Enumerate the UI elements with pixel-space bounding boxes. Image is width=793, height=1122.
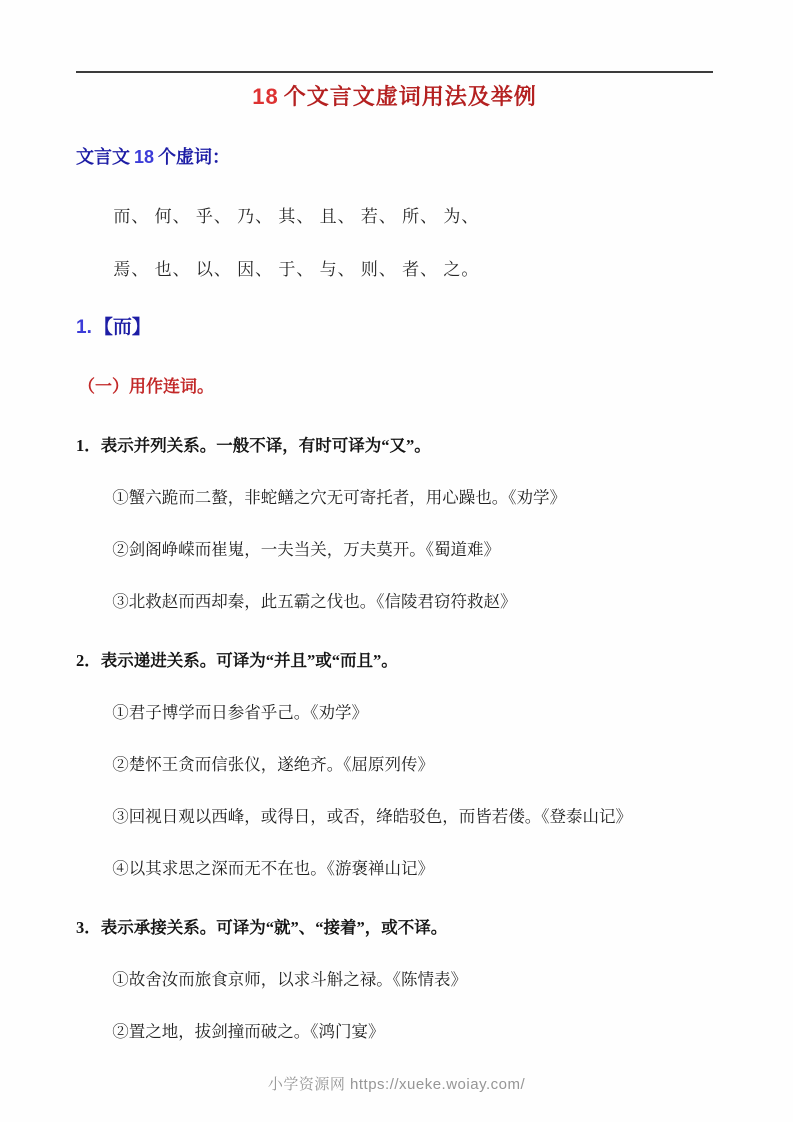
usage-2-heading: 2．表示递进关系。可译为“并且”或“而且”。 xyxy=(76,651,398,670)
usage-2-example-4: ④以其求思之深而无不在也。《游褒禅山记》 xyxy=(112,859,435,878)
usage-2-example-3: ③回视日观以西峰，或得日，或否，绛皓驳色，而皆若偻。《登泰山记》 xyxy=(112,807,633,826)
page-title xyxy=(76,82,713,112)
intro-heading-post: 个虚词： xyxy=(158,147,231,167)
subsection-heading: （一）用作连词。 xyxy=(78,377,214,396)
usage-2-example-2: ②楚怀王贪而信张仪，遂绝齐。《屈原列传》 xyxy=(112,755,435,774)
usage-1-example-2: ②剑阁峥嵘而崔嵬，一夫当关，万夫莫开。《蜀道难》 xyxy=(112,540,501,559)
usage-3-example-2: ②置之地，拔剑撞而破之。《鸿门宴》 xyxy=(112,1022,385,1041)
intro-heading-number: 18 xyxy=(134,147,155,167)
usage-3-example-1: ①故舍汝而旅食京师，以求斗斛之禄。《陈情表》 xyxy=(112,970,468,989)
function-words-line-2: 焉、 也、 以、 因、 于、 与、 则、 者、 之。 xyxy=(113,260,480,279)
function-words-line-1: 而、 何、 乎、 乃、 其、 且、 若、 所、 为、 xyxy=(113,207,480,226)
document-content xyxy=(0,71,793,1043)
usage-1-example-1: ①蟹六跪而二螯，非蛇鳝之穴无可寄托者，用心躁也。《劝学》 xyxy=(112,488,567,507)
section-1-number: 1. xyxy=(76,317,92,338)
usage-1-example-3: ③北救赵而西却秦，此五霸之伐也。《信陵君窃符救赵》 xyxy=(112,592,517,611)
page-title-number: 18 xyxy=(252,84,279,109)
intro-heading xyxy=(76,145,713,169)
usage-1-heading: 1．表示并列关系。一般不译，有时可译为“又”。 xyxy=(76,436,431,455)
usage-3-heading: 3．表示承接关系。可译为“就”、“接着”，或不译。 xyxy=(76,918,448,937)
page-title-text: 个文言文虚词用法及举例 xyxy=(283,84,537,109)
intro-heading-pre: 文言文 xyxy=(76,147,130,167)
header-divider-line xyxy=(76,71,713,73)
usage-2-example-1: ①君子博学而日参省乎己。《劝学》 xyxy=(112,703,369,722)
section-1-heading xyxy=(76,315,713,340)
section-1-name: 【而】 xyxy=(93,317,151,338)
footer-credit: 小学资源网 https://xueke.woiay.com/ xyxy=(267,1076,526,1093)
